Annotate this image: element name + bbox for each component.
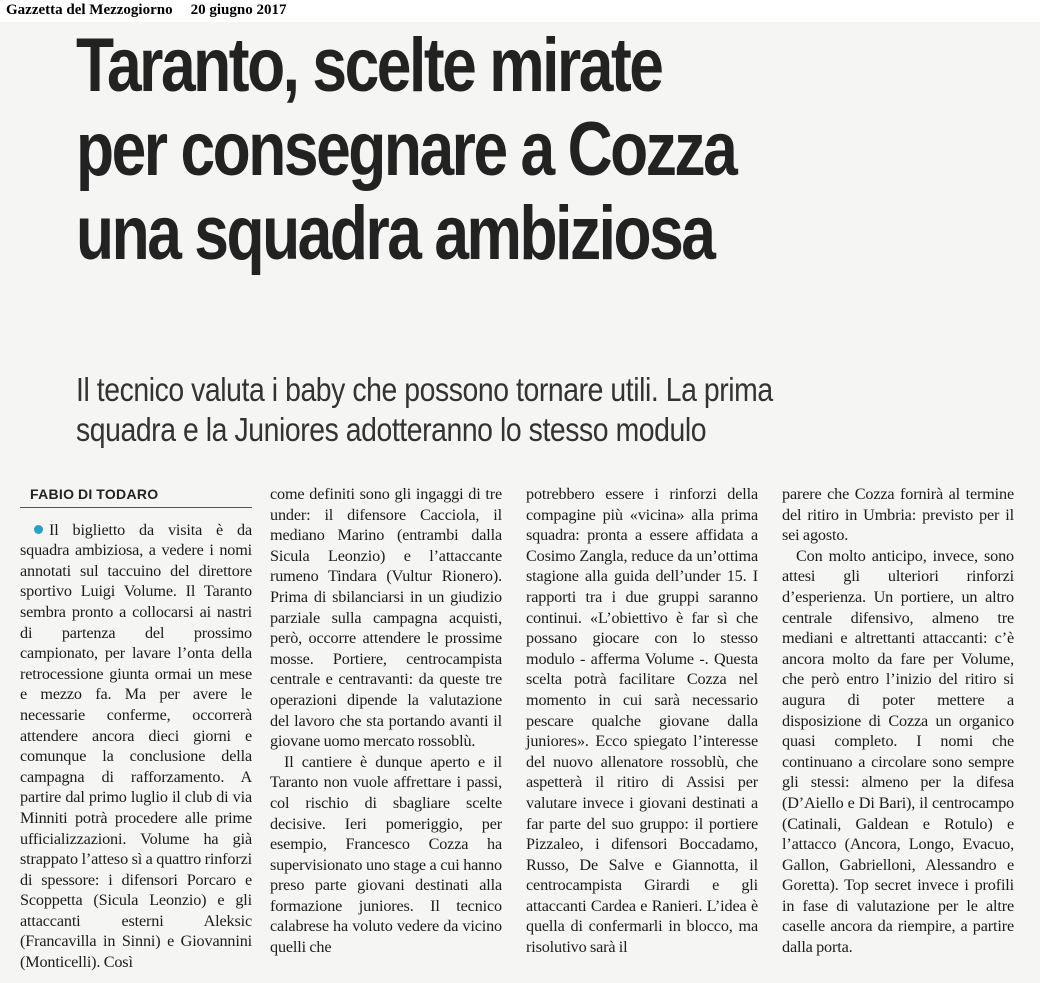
subheadline-line-2: squadra e la Juniores adotteranno lo stesso modulo bbox=[76, 411, 707, 448]
headline-line-2: per consegnare a Cozza bbox=[76, 107, 736, 192]
headline-line-1: Taranto, scelte mirate bbox=[76, 23, 662, 108]
paragraph: potrebbero essere i rinforzi della compagine più «vicina» alla prima squadra: pronta a essere affidata a Cosimo Zangla, reduce da un’ottima stagione alla guida dell’under 15. I rapporti tra i due gruppi saranno continui. «L’obiettivo è far sì che possano giocare con lo stesso modulo - afferma Volume -. Questa scelta potrà facilitare Cozza nel momento in cui sarà necessario pescare qualche giovane dalla juniores». Ecco spiegato l’interesse del nuovo allenatore rossoblù, che aspetterà il ritiro di Assisi per valutare invece i giovani destinati a far parte del suo gruppo: il portiere Pizzaleo, i difensori Boccadamo, Russo, De Salve e Giannotta, il centrocampista Girardi e gli attaccanti Cardea e Ranieri. L’idea è quella di confermarli in blocco, ma risolutivo sarà il bbox=[526, 485, 758, 957]
subheadline bbox=[76, 370, 773, 450]
paragraph: Il cantiere è dunque aperto e il Taranto non vuole affrettare i passi, col rischio di sbagliare scelte decisive. Ieri pomeriggio, per esempio, Francesco Cozza ha supervisionato uno stage a cui hanno preso parte giovani destinati alla formazione juniores. Il tecnico calabrese ha voluto vedere da vicino quelli che bbox=[270, 752, 502, 957]
column-4 bbox=[782, 484, 1014, 958]
column-3 bbox=[526, 484, 758, 958]
paragraph-text: Il biglietto da visita è da squadra ambiziosa, a vedere i nomi annotati sul taccuino del direttore sportivo Luigi Volume. Il Taranto sembra pronto a collocarsi ai nastri di partenza del prossimo campionato, per lavare l’onta della retrocessione giunta ormai un mese e mezzo fa. Ma per avere le necessarie conferme, occorrerà attendere ancora dieci giorni e comunque la conclusione della campagna di rafforzamento. A partire dal primo luglio il club di via Minniti potrà procedere alle prime ufficializzazioni. Volume ha già strappato l’atteso sì a quattro rinforzi di spessore: i difensori Porcaro e Scoppetta (Sicula Leonzio) e gli attaccanti esterni Aleksic (Francavilla in Sinni) e Giovannini (Monticelli). Così bbox=[20, 520, 252, 972]
paragraph: parere che Cozza fornirà al termine del ritiro in Umbria: previsto per il sei agosto. bbox=[782, 485, 1014, 545]
article bbox=[0, 22, 1040, 983]
masthead bbox=[6, 2, 286, 19]
publication-date: 20 giugno 2017 bbox=[190, 2, 287, 18]
article-body bbox=[20, 484, 1026, 979]
subheadline-line-1: Il tecnico valuta i baby che possono tornare utili. La prima bbox=[76, 371, 773, 408]
bullet-dot-icon bbox=[34, 525, 43, 534]
column-2 bbox=[270, 484, 502, 958]
paragraph: Con molto anticipo, invece, sono attesi gli ulteriori rinforzi d’esperienza. Un portiere, un altro centrale difensivo, almeno tre mediani e altrettanti attaccanti: c’è ancora molto da fare per Volume, che però entro l’inizio del ritiro si augura di poter mettere a disposizione di Cozza un organico quasi completo. I nomi che continuano a circolare sono sempre gli stessi: almeno per la difesa (D’Aiello e Di Bari), il centrocampo (Catinali, Galdean e Rotulo) e l’attacco (Ancora, Longo, Evacuo, Gallon, Gabrielloni, Alessandro e Goretta). Top secret invece i profili in fase di valutazione per le altre caselle ancora da riempire, a partire dalla porta. bbox=[782, 546, 1014, 957]
headline-line-3: una squadra ambiziosa bbox=[76, 191, 714, 276]
paragraph: come definiti sono gli ingaggi di tre under: il difensore Cacciola, il mediano Marino (entrambi dalla Sicula Leonzio) e l’attaccante rumeno Tindara (Vultur Rionero). Prima di sbilanciarsi in un giudizio parziale sulla campagna acquisti, però, occorre attendere le prossime mosse. Portiere, centrocampista centrale e centravanti: da queste tre operazioni dipende la valutazione del lavoro che sta portando avanti il giovane uomo mercato rossoblù. bbox=[270, 485, 502, 751]
newspaper-name: Gazzetta del Mezzogiorno bbox=[6, 2, 173, 18]
byline: FABIO DI TODARO bbox=[20, 484, 252, 508]
column-1 bbox=[20, 484, 252, 973]
headline bbox=[76, 24, 814, 276]
paragraph bbox=[20, 520, 252, 973]
